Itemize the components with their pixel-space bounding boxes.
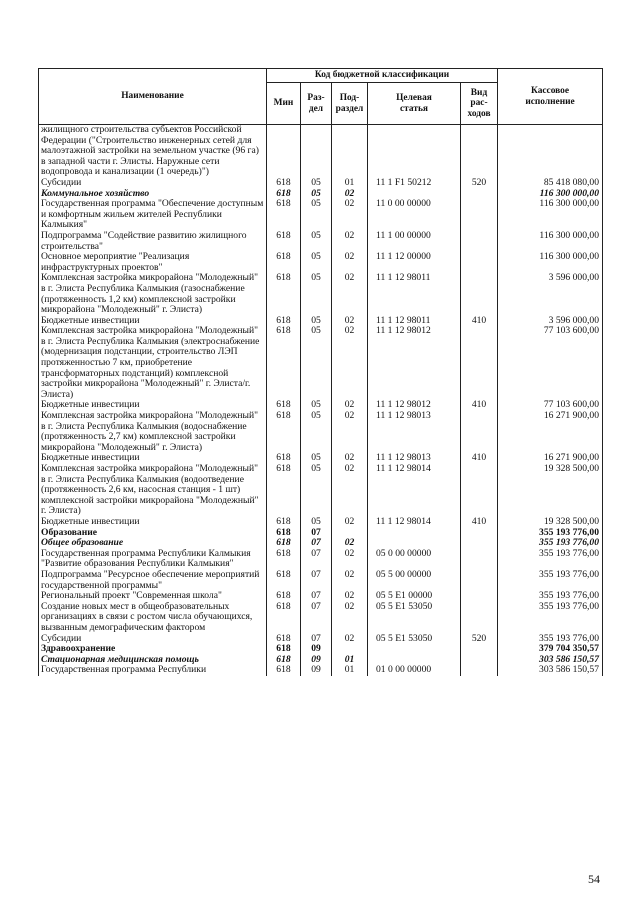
cell-cs: 11 1 12 98012 (368, 326, 461, 400)
table-row (39, 178, 603, 189)
cell-cs: 05 0 00 00000 (368, 549, 461, 570)
page-number: 54 (588, 872, 600, 886)
cell-name: Бюджетные инвестиции (39, 517, 267, 528)
cell-mn: 618 (267, 464, 301, 517)
cell-cs: 11 1 12 98014 (368, 517, 461, 528)
cell-rz: 05 (301, 252, 332, 273)
table-row (39, 252, 603, 273)
cell-vr (461, 591, 498, 602)
table-row (39, 665, 603, 676)
table-row (39, 464, 603, 517)
cell-mn: 618 (267, 665, 301, 676)
cell-mn: 618 (267, 252, 301, 273)
cell-name: Государственная программа Республики Калмыкия "Развитие образования Республики Калмыкия" (39, 549, 267, 570)
cell-vr: 410 (461, 517, 498, 528)
cell-pr: 02 (332, 326, 368, 400)
cell-rz: 07 (301, 634, 332, 645)
cell-rz: 07 (301, 602, 332, 634)
cell-sum: 19 328 500,00 (498, 517, 603, 528)
cell-name: Подпрограмма "Содействие развитию жилищного строительства" (39, 231, 267, 252)
cell-rz: 05 (301, 453, 332, 464)
cell-vr (461, 644, 498, 655)
cell-sum: 16 271 900,00 (498, 453, 603, 464)
cell-name: жилищного строительства субъектов Российской Федерации ("Строительство инженерных сетей для малоэтажной застройки на земельном участке (96 га) в западной части г. Элисты. Наружные сети водопровода и канализации (1 очередь)") (39, 125, 267, 178)
cell-sum: 355 193 776,00 (498, 570, 603, 591)
cell-mn: 618 (267, 178, 301, 189)
header-podrazdel: Под- раздел (332, 83, 368, 125)
header-kassovoe: Кассовое исполнение (498, 69, 603, 125)
cell-name: Подпрограмма "Ресурсное обеспечение мероприятий государственной программы" (39, 570, 267, 591)
table-body (39, 125, 603, 676)
cell-rz: 05 (301, 189, 332, 200)
cell-sum: 3 596 000,00 (498, 316, 603, 327)
cell-pr: 01 (332, 178, 368, 189)
cell-cs: 05 5 00 00000 (368, 570, 461, 591)
cell-name: Субсидии (39, 178, 267, 189)
cell-vr (461, 655, 498, 666)
cell-mn: 618 (267, 634, 301, 645)
cell-name: Субсидии (39, 634, 267, 645)
cell-mn: 618 (267, 199, 301, 231)
cell-vr (461, 538, 498, 549)
cell-cs: 11 1 12 98013 (368, 453, 461, 464)
cell-vr (461, 273, 498, 315)
cell-pr: 02 (332, 570, 368, 591)
cell-pr: 02 (332, 231, 368, 252)
cell-sum: 116 300 000,00 (498, 199, 603, 231)
cell-rz: 09 (301, 655, 332, 666)
header-code-group: Код бюджетной классификации (267, 69, 498, 83)
cell-rz: 07 (301, 538, 332, 549)
cell-vr (461, 665, 498, 676)
cell-mn: 618 (267, 231, 301, 252)
cell-sum: 355 193 776,00 (498, 634, 603, 645)
cell-name: Бюджетные инвестиции (39, 453, 267, 464)
cell-mn: 618 (267, 411, 301, 453)
cell-name: Бюджетные инвестиции (39, 400, 267, 411)
header-mn: Мин (267, 83, 301, 125)
cell-cs: 05 5 E1 53050 (368, 634, 461, 645)
cell-sum: 355 193 776,00 (498, 528, 603, 539)
cell-rz: 07 (301, 591, 332, 602)
cell-vr (461, 252, 498, 273)
cell-pr: 02 (332, 411, 368, 453)
cell-vr (461, 411, 498, 453)
table-header (39, 69, 603, 125)
cell-vr: 520 (461, 634, 498, 645)
cell-pr: 02 (332, 453, 368, 464)
cell-name: Комплексная застройка микрорайона "Молодежный" в г. Элиста Республика Калмыкия (газоснабжение (протяженность 1,2 км) комплексной застройки микрорайона "Молодежный" г. Элиста) (39, 273, 267, 315)
cell-sum: 355 193 776,00 (498, 602, 603, 634)
cell-pr: 02 (332, 591, 368, 602)
cell-sum: 116 300 000,00 (498, 252, 603, 273)
cell-pr: 02 (332, 252, 368, 273)
cell-vr (461, 125, 498, 178)
cell-sum (498, 125, 603, 178)
cell-rz: 05 (301, 231, 332, 252)
table-row (39, 326, 603, 400)
cell-sum: 303 586 150,57 (498, 655, 603, 666)
budget-table (38, 68, 603, 676)
table-row (39, 273, 603, 315)
cell-pr (332, 125, 368, 178)
cell-rz: 05 (301, 517, 332, 528)
table-row (39, 517, 603, 528)
cell-mn: 618 (267, 644, 301, 655)
cell-cs: 11 1 12 98011 (368, 316, 461, 327)
cell-cs: 11 1 00 00000 (368, 231, 461, 252)
cell-mn: 618 (267, 189, 301, 200)
table-row (39, 549, 603, 570)
cell-name: Государственная программа Республики (39, 665, 267, 676)
cell-sum: 355 193 776,00 (498, 591, 603, 602)
cell-mn: 618 (267, 591, 301, 602)
cell-vr: 410 (461, 400, 498, 411)
cell-vr (461, 528, 498, 539)
cell-name: Комплексная застройка микрорайона "Молодежный" в г. Элиста Республика Калмыкия (водоотведение (протяженность 2,6 км, насосная станция - 1 шт) комплексной застройки микрорайона "Молодежный" г. Элиста) (39, 464, 267, 517)
cell-name: Здравоохранение (39, 644, 267, 655)
cell-name: Коммунальное хозяйство (39, 189, 267, 200)
header-vid: Вид рас- ходов (461, 83, 498, 125)
cell-sum: 116 300 000,00 (498, 231, 603, 252)
header-tselevaya: Целевая статья (368, 83, 461, 125)
cell-mn: 618 (267, 517, 301, 528)
cell-pr: 02 (332, 464, 368, 517)
cell-cs (368, 125, 461, 178)
cell-mn: 618 (267, 570, 301, 591)
cell-name: Основное мероприятие "Реализация инфраструктурных проектов" (39, 252, 267, 273)
cell-name: Бюджетные инвестиции (39, 316, 267, 327)
cell-mn: 618 (267, 453, 301, 464)
cell-sum: 19 328 500,00 (498, 464, 603, 517)
cell-rz: 05 (301, 326, 332, 400)
cell-name: Создание новых мест в общеобразовательных организациях в связи с ростом числа обучающихся, вызванным демографическим фактором (39, 602, 267, 634)
cell-name: Комплексная застройка микрорайона "Молодежный" в г. Элиста Республика Калмыкия (электроснабжение (модернизация подстанции, строительство ЛЭП протяженностью 7 км, приобретение трансформаторных подстанций) комплексной застройки микрорайона "Молодежный" г. Элиста/г. Элиста) (39, 326, 267, 400)
table-row (39, 411, 603, 453)
cell-mn: 618 (267, 538, 301, 549)
cell-pr: 02 (332, 634, 368, 645)
cell-rz: 07 (301, 570, 332, 591)
cell-cs: 11 1 12 00000 (368, 252, 461, 273)
cell-rz: 05 (301, 199, 332, 231)
cell-rz: 07 (301, 528, 332, 539)
cell-vr (461, 549, 498, 570)
cell-vr (461, 189, 498, 200)
cell-pr: 02 (332, 189, 368, 200)
cell-pr: 02 (332, 400, 368, 411)
cell-name: Образование (39, 528, 267, 539)
cell-cs: 11 1 12 98014 (368, 464, 461, 517)
cell-cs: 05 5 E1 00000 (368, 591, 461, 602)
cell-pr: 01 (332, 665, 368, 676)
cell-pr: 02 (332, 517, 368, 528)
table-row (39, 199, 603, 231)
cell-sum: 355 193 776,00 (498, 538, 603, 549)
cell-name: Общее образование (39, 538, 267, 549)
cell-vr (461, 464, 498, 517)
cell-pr: 01 (332, 655, 368, 666)
cell-pr: 02 (332, 316, 368, 327)
cell-vr: 410 (461, 316, 498, 327)
cell-vr (461, 570, 498, 591)
cell-cs: 11 1 12 98011 (368, 273, 461, 315)
cell-cs (368, 644, 461, 655)
cell-sum: 77 103 600,00 (498, 400, 603, 411)
cell-rz: 07 (301, 549, 332, 570)
cell-mn: 618 (267, 602, 301, 634)
cell-mn: 618 (267, 316, 301, 327)
cell-rz: 09 (301, 644, 332, 655)
cell-rz: 09 (301, 665, 332, 676)
budget-table-sheet (38, 68, 602, 676)
cell-sum: 116 300 000,00 (498, 189, 603, 200)
cell-cs: 11 1 12 98013 (368, 411, 461, 453)
cell-rz: 05 (301, 316, 332, 327)
cell-rz: 05 (301, 400, 332, 411)
cell-mn: 618 (267, 655, 301, 666)
cell-cs: 05 5 E1 53050 (368, 602, 461, 634)
cell-mn: 618 (267, 326, 301, 400)
cell-vr: 410 (461, 453, 498, 464)
cell-name: Региональный проект "Современная школа" (39, 591, 267, 602)
cell-cs: 01 0 00 00000 (368, 665, 461, 676)
table-row (39, 231, 603, 252)
cell-mn: 618 (267, 400, 301, 411)
cell-cs: 11 0 00 00000 (368, 199, 461, 231)
cell-sum: 3 596 000,00 (498, 273, 603, 315)
cell-rz: 05 (301, 411, 332, 453)
cell-mn: 618 (267, 273, 301, 315)
cell-cs: 11 1 F1 50212 (368, 178, 461, 189)
cell-mn (267, 125, 301, 178)
cell-rz: 05 (301, 178, 332, 189)
header-razdel: Раз- дел (301, 83, 332, 125)
cell-pr: 02 (332, 602, 368, 634)
cell-pr: 02 (332, 549, 368, 570)
cell-vr (461, 326, 498, 400)
cell-vr (461, 231, 498, 252)
cell-vr (461, 602, 498, 634)
cell-mn: 618 (267, 528, 301, 539)
cell-rz: 05 (301, 273, 332, 315)
cell-rz: 05 (301, 464, 332, 517)
cell-pr: 02 (332, 273, 368, 315)
cell-rz (301, 125, 332, 178)
cell-cs: 11 1 12 98012 (368, 400, 461, 411)
cell-sum: 16 271 900,00 (498, 411, 603, 453)
header-name: Наименование (39, 69, 267, 125)
table-row (39, 570, 603, 591)
cell-name: Стационарная медицинская помощь (39, 655, 267, 666)
table-row (39, 602, 603, 634)
cell-sum: 379 704 350,57 (498, 644, 603, 655)
cell-cs (368, 528, 461, 539)
cell-sum: 85 418 080,00 (498, 178, 603, 189)
cell-sum: 355 193 776,00 (498, 549, 603, 570)
cell-pr: 02 (332, 538, 368, 549)
cell-name: Государственная программа "Обеспечение доступным и комфортным жильем жителей Республики Калмыкия" (39, 199, 267, 231)
cell-vr (461, 199, 498, 231)
cell-name: Комплексная застройка микрорайона "Молодежный" в г. Элиста Республика Калмыкия (водоснабжение (протяженность 2,7 км) комплексной застройки микрорайона "Молодежный" г. Элиста) (39, 411, 267, 453)
table-row (39, 125, 603, 178)
cell-sum: 303 586 150,57 (498, 665, 603, 676)
cell-sum: 77 103 600,00 (498, 326, 603, 400)
cell-mn: 618 (267, 549, 301, 570)
cell-pr: 02 (332, 199, 368, 231)
cell-vr: 520 (461, 178, 498, 189)
